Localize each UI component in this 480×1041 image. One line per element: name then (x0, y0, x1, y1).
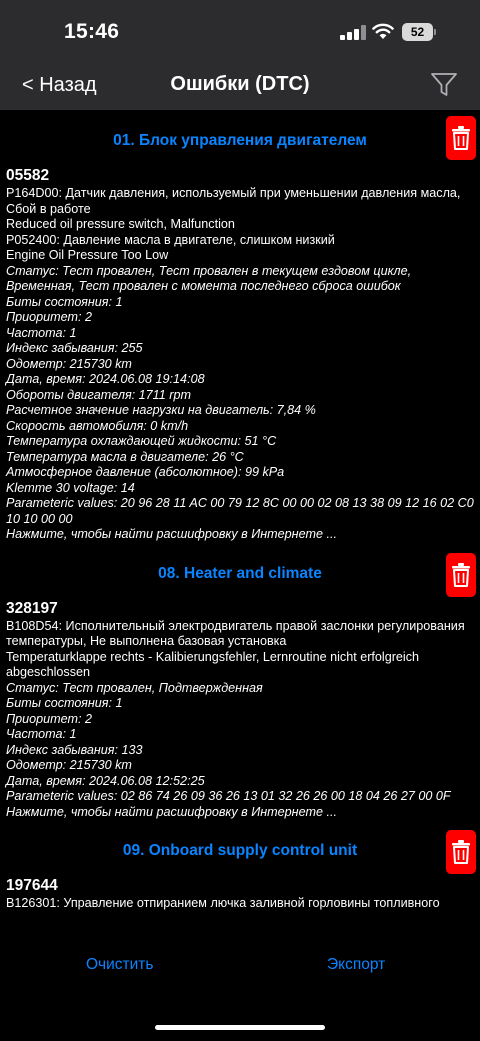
dtc-parameters: Parameteric values: 02 86 74 26 09 36 26 13 01 32 26 26 00 18 04 26 27 00 0F (6, 789, 451, 803)
dtc-detail-row: Индекс забывания: 133 (6, 742, 143, 757)
filter-icon[interactable] (430, 70, 458, 98)
trash-icon (451, 126, 471, 150)
battery-icon (402, 23, 436, 41)
dtc-detail-row: Одометр: 215730 km (6, 758, 132, 772)
dtc-description: P052400: Давление масла в двигателе, слишком низкий (6, 232, 335, 247)
dtc-detail-row: Атмосферное давление (абсолютное): 99 kPa (6, 465, 285, 479)
dtc-detail-row: Биты состояния: 1 (6, 294, 123, 309)
dtc-detail-row: Одометр: 215730 km (6, 356, 132, 371)
dtc-description: B108D54: Исполнительный электродвигатель правой заслонки регулирования температуры, Не выполнена базовая установка (6, 618, 465, 648)
delete-button[interactable] (446, 830, 476, 874)
status-bar (0, 0, 480, 62)
search-online-link[interactable]: Нажмите, чтобы найти расшифровку в Интернете ... (6, 527, 337, 541)
status-time: 15:46 (64, 20, 120, 43)
dtc-detail-row: Обороты двигателя: 1711 rpm (6, 387, 191, 402)
dtc-details (0, 896, 480, 912)
dtc-section-onboard-supply (0, 820, 480, 912)
cellular-signal-icon (340, 25, 366, 40)
dtc-detail-row: Расчетное значение нагрузки на двигатель: 7,84 % (6, 403, 316, 417)
dtc-detail-row: Klemme 30 voltage: 14 (6, 480, 135, 495)
dtc-parameters: Parameteric values: 20 96 28 11 AC 00 79 12 8C 00 00 02 08 13 38 09 12 16 02 C0 10 10 00 00 (6, 496, 474, 526)
dtc-description: Temperaturklappe rechts - Kalibierungsfehler, Lernroutine nicht erfolgreich abgeschlossen (6, 649, 420, 679)
back-button[interactable]: < Назад (22, 74, 97, 96)
battery-level: 52 (402, 23, 433, 41)
dtc-code: 328197 (6, 599, 58, 617)
top-bar (0, 0, 480, 110)
dtc-status: Статус: Тест провален, Тест провален в текущем ездовом цикле, Временная, Тест провален с момента последнего сброса ошибок (6, 263, 412, 293)
dtc-list[interactable] (0, 110, 480, 940)
dtc-details (0, 186, 480, 543)
dtc-detail-row: Частота: 1 (6, 727, 77, 741)
dtc-detail-row: Индекс забывания: 255 (6, 341, 143, 355)
dtc-status: Статус: Тест провален, Подтвержденная (6, 680, 263, 695)
delete-button[interactable] (446, 116, 476, 160)
dtc-detail-row: Температура охлаждающей жидкости: 51 °C (6, 434, 277, 448)
dtc-description: P164D00: Датчик давления, используемый при уменьшении давления масла, Сбой в работе (6, 186, 461, 216)
section-header (0, 820, 480, 882)
dtc-description: Reduced oil pressure switch, Malfunction (6, 217, 235, 231)
section-header (0, 543, 480, 605)
dtc-description: Engine Oil Pressure Too Low (6, 248, 169, 262)
wifi-icon (371, 22, 395, 40)
dtc-code: 197644 (6, 877, 58, 894)
clear-button[interactable]: Очистить (86, 956, 154, 973)
dtc-detail-row: Дата, время: 2024.06.08 12:52:25 (6, 773, 205, 788)
home-indicator[interactable] (155, 1025, 325, 1030)
section-title: 01. Блок управления двигателем (113, 132, 367, 149)
dtc-detail-row: Приоритет: 2 (6, 310, 92, 324)
delete-button[interactable] (446, 553, 476, 597)
bottom-toolbar (0, 940, 480, 1041)
dtc-detail-row: Температура масла в двигателе: 26 °C (6, 449, 244, 464)
navigation-bar (0, 62, 480, 110)
dtc-detail-row: Частота: 1 (6, 325, 77, 340)
dtc-detail-row: Приоритет: 2 (6, 711, 92, 726)
dtc-description: B126301: Управление отпиранием лючка заливной горловины топливного (6, 896, 440, 910)
dtc-section-engine (0, 110, 480, 543)
search-online-link[interactable]: Нажмите, чтобы найти расшифровку в Интернете ... (6, 804, 337, 819)
trash-icon (451, 563, 471, 587)
dtc-detail-row: Скорость автомобиля: 0 km/h (6, 418, 189, 433)
section-title: 09. Onboard supply control unit (122, 842, 358, 859)
page-title: Ошибки (DTC) (170, 73, 310, 95)
section-header (0, 110, 480, 172)
trash-icon (451, 840, 471, 864)
section-title: 08. Heater and climate (158, 564, 322, 582)
dtc-section-heater (0, 543, 480, 821)
export-button[interactable]: Экспорт (327, 956, 386, 973)
dtc-code: 05582 (6, 167, 50, 184)
dtc-detail-row: Биты состояния: 1 (6, 696, 123, 710)
dtc-details (0, 619, 480, 821)
dtc-detail-row: Дата, время: 2024.06.08 19:14:08 (6, 372, 205, 386)
